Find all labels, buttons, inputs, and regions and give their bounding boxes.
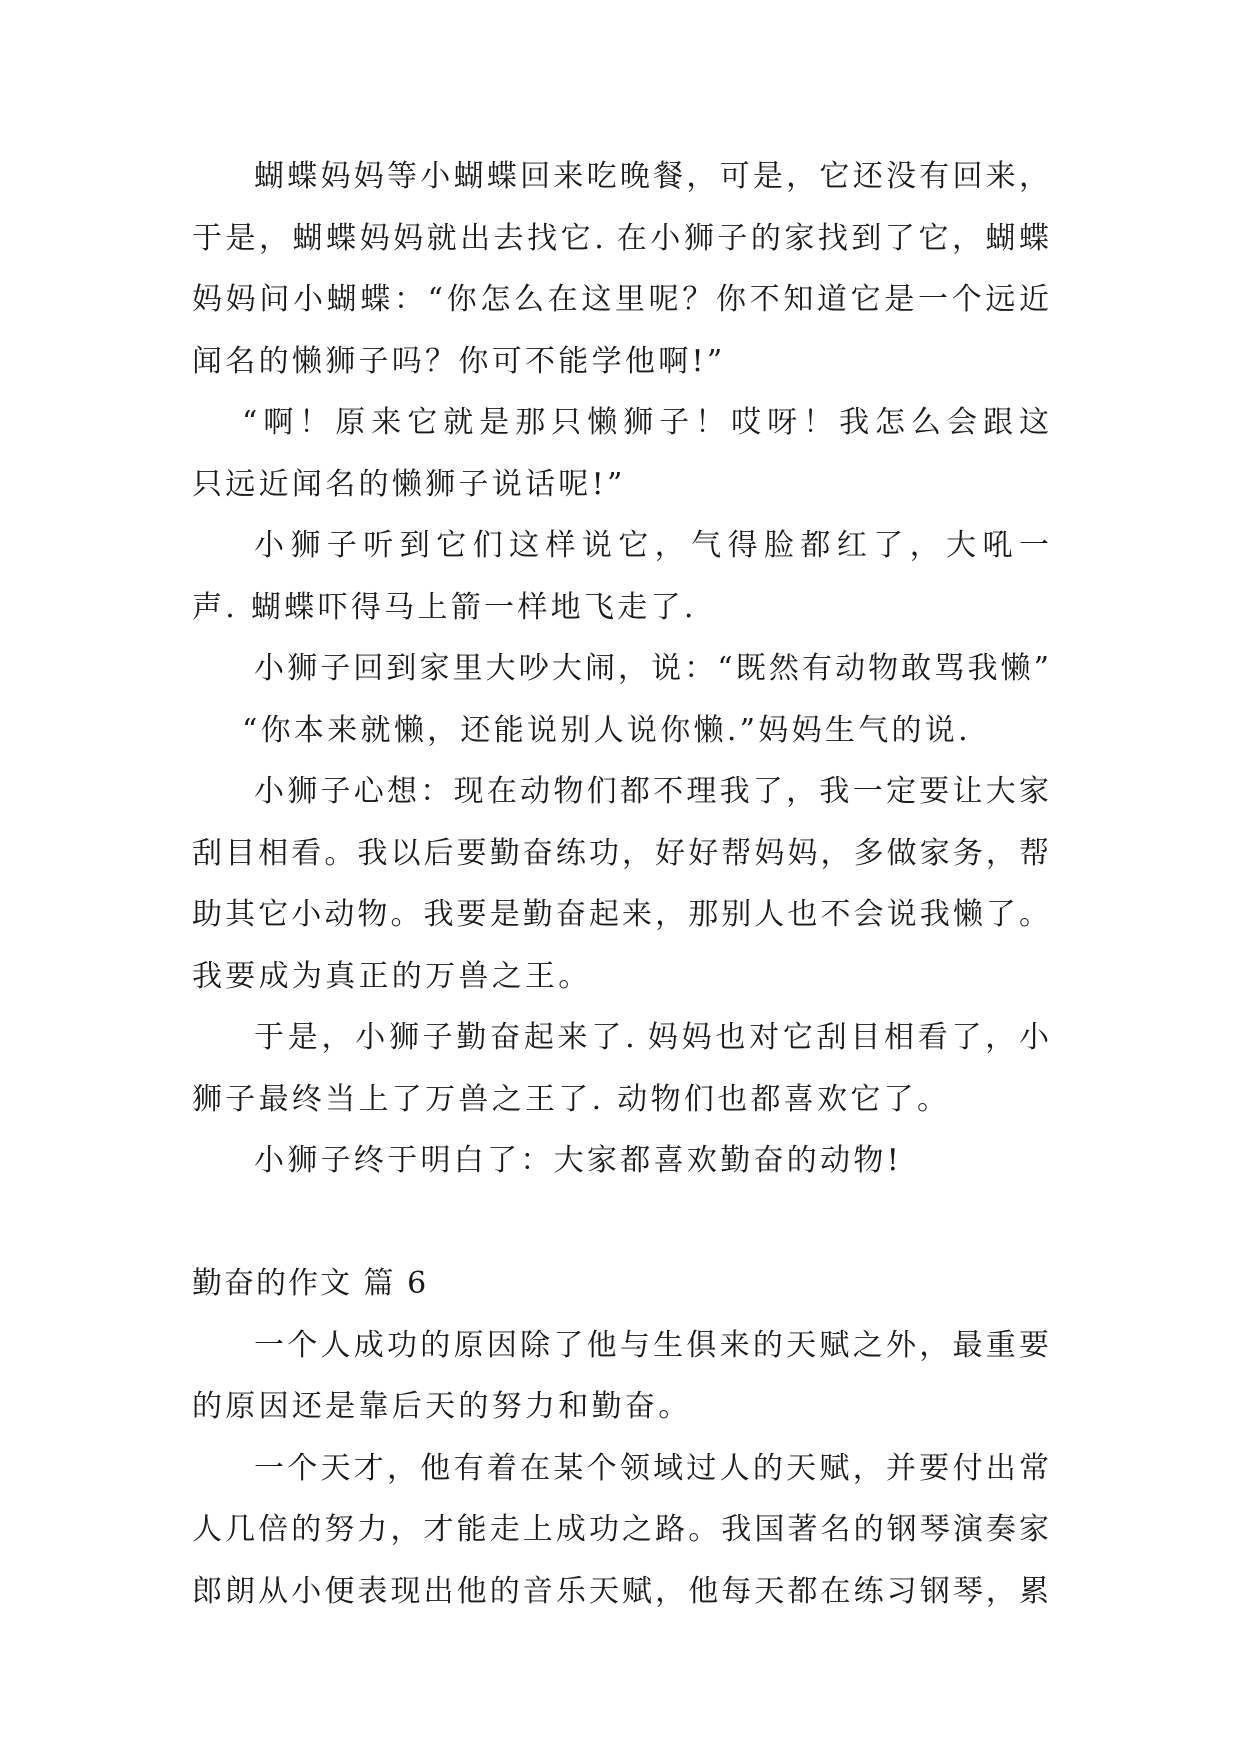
paragraph-line: 妈妈问小蝴蝶：“你怎么在这里呢？你不知道它是一个远近 xyxy=(192,282,1049,317)
paragraph-line: “你本来就懒，还能说别人说你懒.”妈妈生气的说. xyxy=(242,712,971,748)
paragraph-line: 的原因还是靠后天的努力和勤奋。 xyxy=(192,1389,692,1424)
paragraph-line: 于是，小狮子勤奋起来了. 妈妈也对它刮目相看了，小 xyxy=(254,1020,1049,1055)
paragraph-line: 一个天才，他有着在某个领域过人的天赋，并要付出常 xyxy=(254,1450,1049,1486)
paragraph-line: 人几倍的努力，才能走上成功之路。我国著名的钢琴演奏家 xyxy=(192,1512,1049,1547)
paragraph-line: 闻名的懒狮子吗？你可不能学他啊!” xyxy=(192,343,726,379)
paragraph-line: 小狮子心想：现在动物们都不理我了，我一定要让大家 xyxy=(254,774,1049,809)
paragraph-line: 蝴蝶妈妈等小蝴蝶回来吃晚餐，可是，它还没有回来， xyxy=(254,159,1049,194)
paragraph-line: 我要成为真正的万兽之王。 xyxy=(192,958,592,994)
paragraph-line: 小狮子听到它们这样说它，气得脸都红了，大吼一 xyxy=(254,528,1049,563)
section-heading: 勤奋的作文 篇 6 xyxy=(192,1266,429,1301)
paragraph-line: “啊！原来它就是那只懒狮子！哎呀！我怎么会跟这 xyxy=(242,405,1049,440)
paragraph-line: 只远近闻名的懒狮子说话呢!” xyxy=(192,466,626,502)
paragraph-line: 一个人成功的原因除了他与生俱来的天赋之外，最重要 xyxy=(254,1327,1049,1363)
paragraph-line: 助其它小动物。我要是勤奋起来，那别人也不会说我懒了。 xyxy=(192,897,1049,932)
paragraph-line: 小狮子终于明白了：大家都喜欢勤奋的动物! xyxy=(254,1143,903,1178)
document-body xyxy=(192,159,1049,1638)
paragraph-line: 于是，蝴蝶妈妈就出去找它. 在小狮子的家找到了它，蝴蝶 xyxy=(192,220,1049,256)
paragraph-line: 刮目相看。我以后要勤奋练功，好好帮妈妈，多做家务，帮 xyxy=(192,835,1049,871)
paragraph-line: 声. 蝴蝶吓得马上箭一样地飞走了. xyxy=(192,589,697,625)
section-spacer xyxy=(192,1208,1049,1270)
paragraph-line: 小狮子回到家里大吵大闹，说：“既然有动物敢骂我懒” xyxy=(254,651,1049,686)
paragraph-line: 郎朗从小便表现出他的音乐天赋，他每天都在练习钢琴，累 xyxy=(192,1573,1049,1609)
paragraph-line: 狮子最终当上了万兽之王了. 动物们也都喜欢它了。 xyxy=(192,1081,951,1117)
